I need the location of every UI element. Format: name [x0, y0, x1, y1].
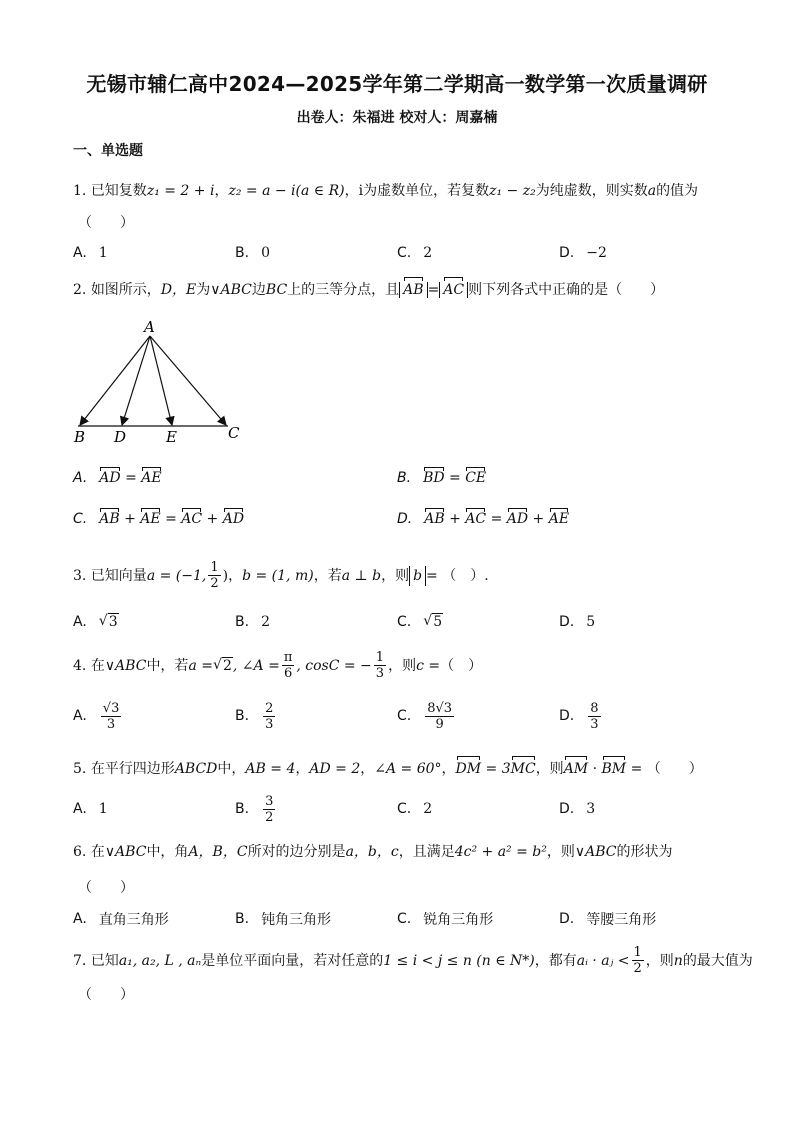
option-key: A.: [73, 245, 87, 261]
option-b[interactable]: [397, 464, 486, 492]
option-a[interactable]: [73, 464, 162, 492]
question-text: 在: [90, 844, 105, 860]
question-number: 6.: [73, 844, 87, 860]
math-eq: = 3: [481, 761, 511, 777]
option-key: B.: [235, 801, 250, 817]
math-vectors: a₁, a₂, L , aₙ: [118, 952, 202, 969]
question-text: ，: [295, 761, 310, 777]
option-key: D.: [559, 801, 575, 817]
label-e: E: [166, 428, 177, 446]
question-number: 7.: [73, 952, 87, 969]
option-text: 直角三角形: [98, 912, 169, 928]
fraction: [425, 701, 454, 732]
math-bc: BC: [265, 282, 288, 298]
fraction: [632, 945, 644, 976]
option-a[interactable]: [73, 702, 123, 730]
option-c[interactable]: [397, 905, 493, 933]
math-op: +: [206, 511, 219, 527]
option-text: 锐角三角形: [423, 912, 494, 928]
option-key: D.: [559, 614, 575, 630]
math-triangle: ∨ABC: [210, 282, 252, 298]
math-op: =: [449, 470, 461, 486]
math-dot-product: aᵢ · aⱼ <: [576, 952, 630, 969]
math-close: ): [222, 567, 229, 584]
options-row: [73, 905, 733, 933]
frac-den: 3: [265, 716, 274, 732]
page-subtitle: 出卷人：朱福进 校对人：周嘉楠: [296, 110, 498, 126]
question-text: 中，若: [146, 657, 189, 674]
question-text: ，: [228, 567, 243, 584]
math-de: D，E: [160, 282, 197, 298]
option-key: C.: [397, 801, 412, 817]
math-op: =: [165, 511, 177, 527]
options-row: [73, 464, 733, 492]
question-text: 的形状为: [616, 844, 673, 860]
option-d[interactable]: [559, 239, 607, 267]
options-row: [73, 239, 733, 267]
question-1: [73, 181, 698, 201]
question-text: ，则: [381, 567, 410, 584]
option-text: 2: [423, 801, 433, 817]
option-a[interactable]: [73, 608, 119, 636]
question-text: 则下列各式中正确的是（ ）: [468, 282, 665, 298]
math-op: +: [124, 511, 136, 527]
section-heading: 一、单选题: [73, 143, 143, 159]
question-text: ，: [441, 761, 456, 777]
radicand: 3: [108, 614, 118, 630]
option-key: D.: [559, 911, 575, 927]
vector: AB: [424, 511, 445, 527]
option-key: B.: [235, 614, 250, 630]
math-sides: a，b，c: [345, 844, 399, 860]
question-number: 2.: [73, 282, 87, 298]
option-d[interactable]: [559, 608, 595, 636]
option-key: B.: [397, 470, 412, 486]
math-var: a: [647, 183, 657, 199]
question-7: [73, 945, 753, 976]
question-text: 为: [196, 282, 211, 298]
option-text: 1: [98, 801, 108, 817]
answer-paren: （ ）: [78, 880, 134, 896]
option-b[interactable]: [235, 702, 277, 730]
option-c[interactable]: [397, 795, 432, 823]
math-c: c =: [416, 657, 441, 674]
options-row: [73, 505, 733, 533]
option-key: D.: [397, 511, 413, 527]
math-z1: z₁ = 2 + i: [146, 183, 215, 199]
question-text: 已知向量: [90, 567, 147, 584]
question-6: [73, 842, 673, 862]
frac-den: 2: [210, 576, 219, 591]
math-perp: a ⊥ b: [341, 567, 382, 584]
question-3: [73, 560, 489, 591]
arrow-ad: [122, 336, 150, 425]
option-d[interactable]: [397, 505, 569, 533]
option-b[interactable]: [235, 795, 277, 823]
question-text: （ ）: [440, 657, 483, 674]
vector-ac: AC: [443, 282, 465, 298]
options-row: [73, 795, 733, 823]
option-key: A.: [73, 801, 87, 817]
math-cond: 1 ≤ i < j ≤ n (n ∈ N*): [383, 952, 535, 969]
option-text: 等腰三角形: [586, 912, 657, 928]
question-text: ，i为虚数单位，若复数: [344, 183, 490, 199]
fraction: [263, 701, 275, 732]
vector: AD: [506, 511, 529, 527]
math-cond: AD = 2: [309, 761, 361, 777]
answer-paren: （ ）: [78, 987, 134, 1003]
vector: AC: [465, 511, 487, 527]
question-4: [73, 650, 482, 681]
math-angles: A，B，C: [188, 844, 248, 860]
label-a: A: [144, 318, 155, 336]
label-c: C: [228, 424, 240, 442]
question-text: = （ ）.: [426, 567, 489, 584]
option-text: 2: [261, 614, 270, 630]
label-b: B: [74, 428, 86, 446]
frac-num: 1: [633, 945, 642, 960]
sqrt: [423, 614, 443, 630]
option-d[interactable]: [559, 702, 603, 730]
question-text: 在: [90, 657, 105, 674]
math-cond: AB = 4: [245, 761, 296, 777]
math-a-vector: a = (−1,: [146, 567, 207, 584]
fraction: [101, 701, 122, 732]
options-row: [73, 608, 733, 636]
question-text: 的最大值为: [682, 952, 753, 969]
triangle-figure: [70, 318, 250, 448]
option-text: −2: [586, 245, 607, 261]
vector-dm: DM: [455, 761, 482, 777]
page-title: 无锡市辅仁高中2024—2025学年第二学期高一数学第一次质量调研: [86, 72, 708, 96]
option-c[interactable]: [397, 239, 432, 267]
question-text: 如图所示，: [90, 282, 161, 298]
question-text: 是单位平面向量，若对任意的: [201, 952, 384, 969]
vector: CE: [465, 470, 487, 486]
question-text: 上的三等分点，且: [287, 282, 400, 298]
frac-den: 9: [435, 716, 444, 732]
question-text: ，: [214, 183, 229, 199]
frac-den: 3: [590, 716, 599, 732]
math-cond: a =: [188, 657, 213, 674]
question-text: 边: [251, 282, 266, 298]
question-text: 为纯虚数，则实数: [535, 183, 648, 199]
option-text: 0: [261, 245, 270, 261]
question-text: 中，: [217, 761, 246, 777]
option-a[interactable]: [73, 795, 108, 823]
question-text: ，则: [388, 657, 417, 674]
vector-mc: MC: [510, 761, 536, 777]
option-text: 1: [98, 245, 108, 261]
frac-den: 2: [265, 809, 274, 825]
math-op: +: [449, 511, 461, 527]
math-diff: z₁ − z₂: [489, 183, 536, 199]
question-text: 已知: [90, 952, 119, 969]
vector: AB: [99, 511, 120, 527]
question-text: ，则: [535, 761, 564, 777]
radicand: 2: [222, 657, 232, 674]
option-text: 3: [586, 801, 596, 817]
frac-den: 3: [106, 716, 116, 732]
vector: AE: [548, 511, 570, 527]
math-b-vector: b = (1, m): [242, 567, 314, 584]
math-abs-b: b: [409, 566, 426, 586]
math-n: n: [673, 952, 683, 969]
vector-am: AM: [563, 761, 589, 777]
question-text: 已知复数: [90, 183, 147, 199]
option-key: C.: [397, 708, 412, 724]
option-key: C.: [397, 614, 412, 630]
question-text: ，且满足: [398, 844, 455, 860]
frac-num: √3: [102, 700, 120, 716]
option-key: C.: [397, 911, 412, 927]
frac-num: 1: [210, 560, 219, 575]
option-text: 2: [423, 245, 433, 261]
math-triangle: ∨ABC: [104, 844, 147, 860]
option-b[interactable]: [235, 239, 270, 267]
options-row: [73, 702, 733, 730]
frac-den: 6: [283, 666, 293, 681]
vector-bm: BM: [601, 761, 627, 777]
frac-den: 3: [375, 666, 385, 681]
option-key: A.: [73, 708, 87, 724]
math-op: +: [532, 511, 545, 527]
fraction: [374, 650, 386, 681]
question-5: [73, 759, 703, 779]
question-text: 中，角: [146, 844, 189, 860]
fraction: [588, 701, 600, 732]
math-cond: , cosC = −: [296, 657, 372, 674]
option-key: A.: [73, 470, 88, 486]
option-c[interactable]: [397, 702, 456, 730]
answer-paren: （ ）: [78, 215, 134, 231]
fraction: [263, 794, 275, 825]
question-number: 3.: [73, 567, 87, 584]
math-cond: , ∠A =: [232, 657, 280, 674]
option-key: B.: [235, 708, 250, 724]
option-key: C.: [73, 511, 88, 527]
question-text: 所对的边分别是: [247, 844, 346, 860]
option-text: 钝角三角形: [261, 912, 332, 928]
math-triangle: ∨ABC: [574, 844, 617, 860]
question-text: 的值为: [656, 183, 699, 199]
math-op: =: [490, 511, 503, 527]
question-text: ，则: [546, 844, 575, 860]
option-a[interactable]: [73, 905, 169, 933]
vector-ab: AB: [403, 282, 424, 298]
option-key: B.: [235, 245, 250, 261]
question-text: = （ ）: [626, 761, 703, 777]
question-number: 4.: [73, 657, 87, 674]
option-key: B.: [235, 911, 250, 927]
option-a[interactable]: [73, 239, 108, 267]
option-text: 5: [586, 614, 596, 630]
math-z2: z₂ = a − i(a ∈ R): [228, 183, 345, 199]
question-2: [73, 280, 664, 300]
question-number: 1.: [73, 183, 87, 199]
vector: BD: [423, 470, 445, 486]
question-text: ，则: [645, 952, 674, 969]
frac-num: 8: [590, 700, 599, 716]
frac-num: 8√3: [427, 700, 453, 716]
vector: AE: [140, 511, 161, 527]
vector: AD: [99, 470, 121, 486]
frac-den: 2: [633, 961, 642, 976]
frac-num: π: [283, 650, 293, 665]
option-b[interactable]: [235, 905, 331, 933]
question-text: ，都有: [534, 952, 577, 969]
label-d: D: [114, 428, 127, 446]
math-dot: ·: [588, 761, 602, 777]
vector: AC: [181, 511, 203, 527]
radicand: 5: [433, 614, 443, 630]
frac-num: 1: [375, 650, 385, 665]
sqrt: [99, 614, 119, 630]
fraction: [282, 650, 295, 681]
option-b[interactable]: [235, 608, 270, 636]
option-d[interactable]: [559, 795, 595, 823]
math-cond: ∠A = 60°: [374, 761, 442, 777]
option-d[interactable]: [559, 905, 656, 933]
frac-num: 2: [265, 700, 274, 716]
sqrt: [213, 656, 233, 676]
question-text: 在平行四边形: [90, 761, 175, 777]
question-text: ，若: [313, 567, 342, 584]
fraction: [208, 560, 220, 591]
math-cond: 4c² + a² = b²: [454, 844, 547, 860]
option-key: D.: [559, 245, 575, 261]
option-c[interactable]: [73, 505, 244, 533]
arrow-ab: [80, 336, 150, 425]
vector: AE: [141, 470, 162, 486]
frac-num: 3: [265, 793, 274, 809]
question-text: ，: [360, 761, 375, 777]
option-key: A.: [73, 614, 87, 630]
math-triangle: ∨ABC: [104, 657, 147, 674]
option-key: C.: [397, 245, 412, 261]
math-op: =: [125, 470, 137, 486]
math-abcd: ABCD: [174, 761, 218, 777]
vector: AD: [222, 511, 245, 527]
math-eq: =: [427, 282, 440, 298]
option-key: A.: [73, 911, 87, 927]
question-number: 5.: [73, 761, 87, 777]
option-c[interactable]: [397, 608, 443, 636]
option-key: D.: [559, 708, 575, 724]
